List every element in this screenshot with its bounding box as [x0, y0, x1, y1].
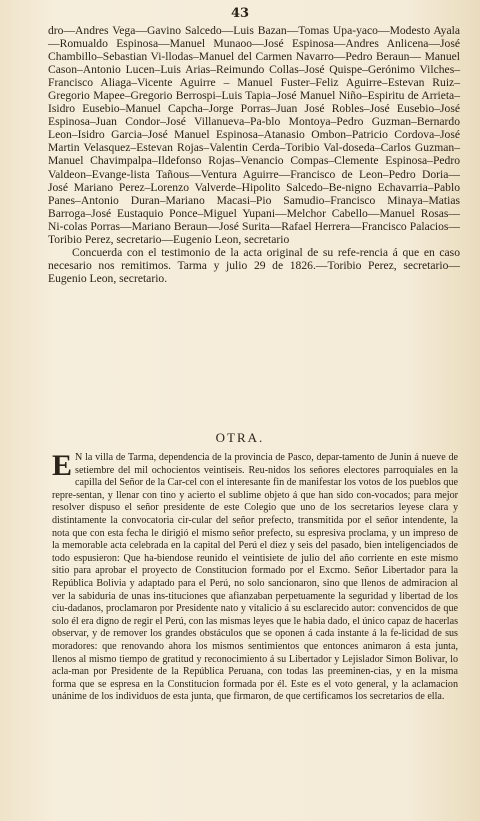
drop-cap: E — [52, 449, 73, 482]
minutes-paragraph — [52, 449, 458, 704]
minutes-text: N la villa de Tarma, dependencia de la provincia de Pasco, depar-tamento de Junin á nueve de setiembre del mil ochocientos veintiseis. Reu-nidos los señores electores parroquiales en la capilla del Señor de la Car-cel con el interesante fin de manifestar los votos de los pueblos que repre-sentan, y llenar con tino y acierto el sublime objeto á que han sido con-vocados; para mejor resolver dispuso el señor presidente de este Colegio que uno de los secretarios leyese clara y distintamente la convocatoria cir-cular del señor prefecto, transmitida por el señor intendente, la nota que con esta fecha le dirigió el mismo señor prefecto, su espresiva proclama, y un impreso de la memorable acta celebrada en la capital del Perú el diez y seis del pasado, bien inteligenciados de todo espusieron: Que ha-biendose reunido el veintisiete de julio del año corriente en este mismo sitio para aprobar el proyecto de Constitucion formado por el Excmo. Señor Libertador para la República Bolivia y adaptado para el Perú, no solo sancionaron, sino que llenos de admiracion al ver la sabiduria de unas ins-tituciones que afianzaban perpetuamente la seguridad y libertad de los ciu-dadanos, proclamaron por Presidente nato y vitalicio á su esclarecido autor: convencidos de que solo él era digno de regir el Perú, con las mismas leyes que le habia dado, el único capaz de hacerlas observar, y de remover los grandes obstáculos que se oponen á cada instante á la fe-licidad de sus moradores: que renovando ahora los mismos sentimientos que entonces animaron á esta junta, llenos al mismo tiempo de gratitud y reconocimiento á su Libertador y Lejislador Simon Bolivar, lo acla-man por Presidente de la República Peruana, con todas las preeminen-cias, y en la misma forma que se espresa en la Constitucion formada por él. Este es el voto general, y la aclamacion unánime de los individuos de esta junta, que firmaron, de que certificamos los secretarios de ella. — [52, 452, 458, 703]
signatories-paragraph: dro—Andres Vega—Gavino Salcedo—Luis Bazan—Tomas Upa-yaco—Modesto Ayala—Romualdo Espinosa—Manuel Munaoo—José Espinosa—Andres Anlicena—José Chambillo–Sebastian Vi-llodas–Manuel del Carmen Navarro—Pedro Beraun— Manuel Cason–Antonio Lucen–Luis Arias–Reimundo Collas–José Quispe–Gerónimo Vilches–Francisco Aliaga–Vicente Aguirre – Manuel Fuster–Feliz Aguirre–Estevan Ruiz–Gregorio Mapee–Gregorio Berrospi–Luis Tapia–José Manuel Niño–Espiritu de Arrieta–Isidro Eusebio–Manuel Capcha–Jorge Porras–Juan José Robles–José Eusebio–José Espinosa–Juan Condor–José Villanueva–Pa-blo Montoya–Pedro Guzman–Bernardo Leon–Isidro Garcia–José Manuel Espinosa–Atanasio Ombon–Patricio Cordova–José Martin Velasquez–Estevan Rojas–Valentin Cerda–Toribio Val-doseda–Carlos Guzman–Manuel Chavimpalpa–Ildefonso Rojas–Venancio Compas–Clemente Espinosa–Pedro Valdeon–Evange-lista Tañous—Ventura Aguirre—Francisco de Leon–Pedro Doria—José Mariano Perez–Lorenzo Valverde–Hipolito Salcedo–Be-nigno Echavarria–Pablo Panes–Antonio Duran–Mariano Macasi–Pio Samudio–Francisco Minaya–Matias Barroga–José Eustaquio Ponce–Miguel Yupani—Melchor Cabello—Manuel Rosas— Ni-colas Porras—Mariano Beraun—José Surita—Rafael Herrera—Francisco Palacios— Toribio Perez, secretario—Eugenio Leon, secretario — [48, 24, 460, 246]
section-heading: OTRA. — [215, 430, 265, 445]
signatories-section — [48, 24, 460, 285]
certification-paragraph: Concuerda con el testimonio de la acta original de su refe-rencia á que en caso necesario nos remitimos. Tarma y julio 29 de 1826.—Toribio Perez, secretario—Eugenio Leon, secretario. — [48, 245, 460, 285]
minutes-section — [52, 449, 458, 704]
page-number: 43 — [230, 6, 250, 21]
